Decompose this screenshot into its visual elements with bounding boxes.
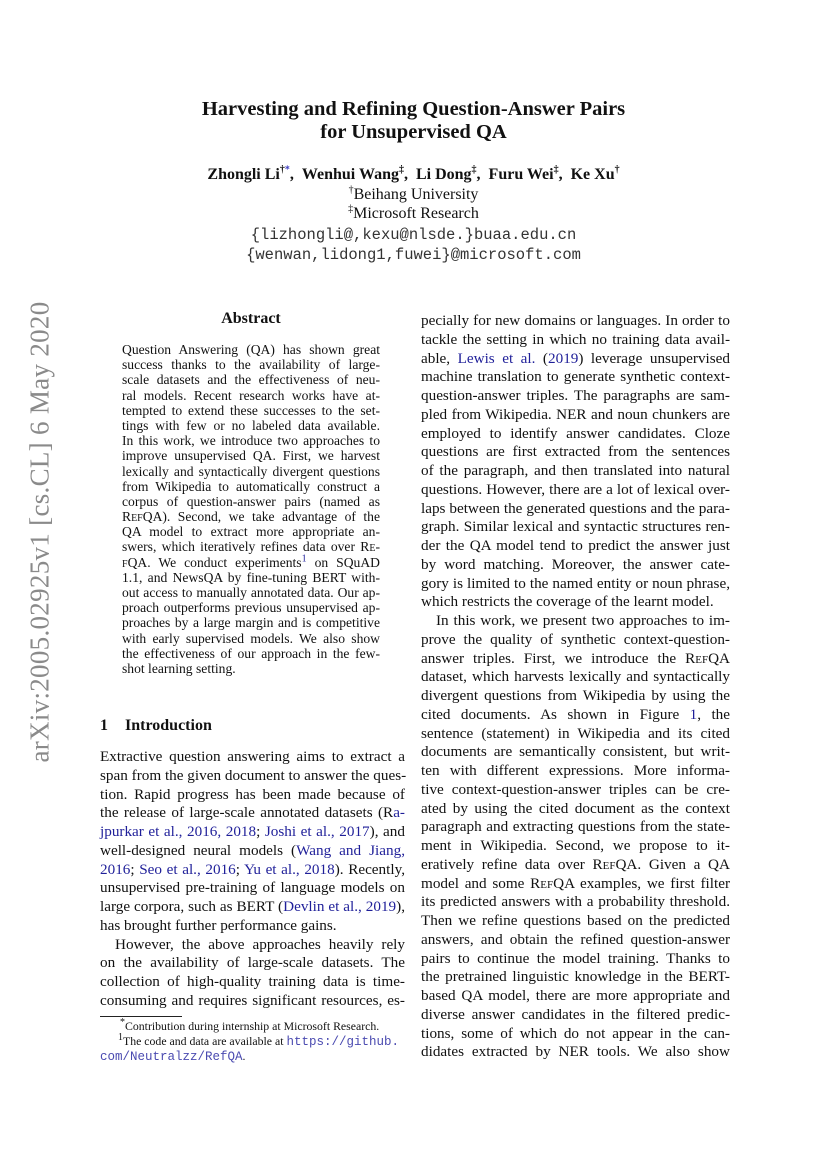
section-title: Introduction <box>125 717 212 734</box>
author-mark: ‡ <box>553 164 559 176</box>
title-line-2: for Unsupervised QA <box>320 121 507 143</box>
text-line: pled from Wikipedia. NER and noun chunkers are <box>421 405 730 423</box>
text-line: 2016; Seo et al., 2016; Yu et al., 2018). Recently, <box>100 860 405 878</box>
text-line: well-designed neural models (Wang and Jiang, <box>100 841 405 859</box>
text-line: tion. Rapid progress has been made because of <box>100 785 405 803</box>
text-line: model and some RefQA examples, we first filter <box>421 874 730 892</box>
text-line: has brought further performance gains. <box>100 916 337 934</box>
author-note-mark[interactable]: * <box>284 164 290 176</box>
text-line: 1.1, and NewsQA by fine-tuning BERT with- <box>122 569 380 585</box>
text-line: gory is limited to the named entity or noun phrase, <box>421 574 730 592</box>
footnote-url[interactable]: https://github. <box>286 1034 399 1049</box>
author-mark: ‡ <box>471 164 477 176</box>
text-line: graph. Similar lexical and syntactic structures ren- <box>421 518 730 536</box>
author-name: Li Dong <box>415 166 472 183</box>
text-line: based QA model, there are more appropriate and <box>421 987 730 1004</box>
citation-link[interactable]: (Ra- <box>378 804 405 822</box>
text-line: success thanks to the availability of large- <box>122 357 380 373</box>
text-line: However, the above approaches heavily rely <box>115 935 405 953</box>
text-line: able, Lewis et al. (2019) leverage unsupervised <box>421 349 730 367</box>
text-line: unsupervised pre-training of language models on <box>100 879 405 897</box>
text-line: scale datasets and the effectiveness of neu- <box>122 372 380 388</box>
text-line: large corpora, such as BERT (Devlin et al., 2019), <box>100 898 405 915</box>
text-line: employed to identify answer candidates. Cloze <box>421 424 730 442</box>
citation-link[interactable]: Wang and Jiang, <box>296 841 405 859</box>
text-line: QA model to extract more appropriate an- <box>122 524 380 540</box>
text-line: swers, which iteratively refines data over Re- <box>122 539 380 555</box>
author-list: Zhongli Li†*, Wenhui Wang‡, Li Dong‡, Furu Wei‡, Ke Xu† <box>207 164 620 183</box>
text-line: which restricts the coverage of the learnt model. <box>421 593 714 611</box>
left-column-text <box>100 748 405 1011</box>
text-line: ten with different expressions. More informa- <box>421 762 730 779</box>
text-line: didates extracted by NER tools. We also show <box>421 1043 730 1061</box>
text-line: Extractive question answering aims to extract a <box>100 748 405 765</box>
text-line: laps between the generated questions and the para- <box>421 499 730 517</box>
text-line: machine translation to generate synthetic context- <box>421 368 730 386</box>
author-name: Furu Wei <box>488 166 554 183</box>
text-line: In this work, we present two approaches to im- <box>436 612 730 629</box>
author-mark: † <box>614 164 620 176</box>
text-line: dataset, which harvests lexically and syntactically <box>421 668 730 686</box>
text-line: ral models. Recent research works have at- <box>122 387 380 403</box>
text-line: Question Answering (QA) has shown great <box>122 342 380 357</box>
footnote-url-cont[interactable]: com/Neutralzz/RefQA <box>100 1050 243 1064</box>
text-line: Then we refine questions based on the predicted <box>421 912 730 929</box>
section-number: 1 <box>100 717 108 734</box>
citation-link[interactable]: Yu et al., 2018 <box>244 860 335 878</box>
footnote-mark: 1 <box>118 1031 123 1043</box>
affiliation-1 <box>0 186 827 204</box>
text-line: questions are first extracted from the sentences <box>421 443 730 461</box>
author-name: Wenhui Wang <box>301 166 399 183</box>
section-heading <box>100 717 212 735</box>
text-line: jpurkar et al., 2016, 2018; Joshi et al., 2017), and <box>100 823 405 840</box>
text-line: sentence (statement) in Wikipedia and its cited <box>421 724 730 742</box>
text-line: tempted to extend these successes to the set- <box>122 402 380 418</box>
arxiv-side-label: arXiv:2005.02925v1 [cs.CL] 6 May 2020 <box>24 301 55 763</box>
affiliation-mark: † <box>348 184 354 196</box>
footnote-text: The code and data are available at <box>123 1033 287 1048</box>
footnote-mark: * <box>120 1017 125 1029</box>
footnote-text: Contribution during internship at Microsoft Research. <box>125 1019 380 1033</box>
abstract-body <box>122 342 380 676</box>
text-line: tions, some of which do not appear in the can- <box>421 1024 730 1042</box>
footnote-1 <box>100 1031 410 1065</box>
author-name: Zhongli Li <box>207 166 280 183</box>
text-line: diverse answer candidates in the filtered predic- <box>421 1005 730 1023</box>
text-line: der the QA model tend to predict the answer just <box>421 537 730 554</box>
text-line: question-answer triples. The paragraphs are sam- <box>421 387 730 404</box>
text-line: improve unsupervised QA. First, we harvest <box>122 448 380 464</box>
paper-title <box>0 98 827 144</box>
author <box>571 166 620 183</box>
author <box>302 166 404 183</box>
text-line: ated by using the cited document as the context <box>421 799 730 817</box>
citation-link[interactable]: Devlin et al., 2019 <box>283 898 397 915</box>
footnotes <box>100 1019 410 1065</box>
text-line: pairs to continue the model training. Thanks to <box>421 949 730 967</box>
text-line: answers, and obtain the refined question-answer <box>421 930 730 948</box>
text-line: lexically and syntactically divergent questions <box>122 463 380 479</box>
text-line: tive context-question-answer triples can be cre- <box>421 780 730 798</box>
text-line: corpus of question-answer pairs (named as <box>122 493 380 509</box>
text-line: the effectiveness of our approach in the few- <box>122 645 380 661</box>
text-line: the pretrained linguistic knowledge in the BERT- <box>421 968 730 986</box>
citation-link[interactable]: Joshi et al., 2017 <box>264 823 370 840</box>
affiliation-name: Beihang University <box>353 186 479 203</box>
author-mark: ‡ <box>398 164 404 176</box>
text-line: tackle the setting in which no training data avail- <box>421 330 730 348</box>
text-line: fQA. We conduct experiments$^1$ on SQuAD <box>122 553 380 570</box>
text-line: questions. However, there are a lot of lexical over- <box>421 480 730 498</box>
text-line: the release of large-scale annotated datasets (Ra- <box>100 804 405 822</box>
text-line: tings with few or no labeled data available. <box>122 417 380 433</box>
citation-link[interactable]: Seo et al., 2016 <box>139 860 236 878</box>
text-line: prove the quality of synthetic context-question- <box>421 630 730 648</box>
author <box>489 166 559 183</box>
text-line: of the paragraph, and then translated into natural <box>421 462 730 479</box>
text-line: span from the given document to answer the ques- <box>100 766 407 784</box>
text-line: with early supervised models. We also show <box>122 630 380 646</box>
footnote-rule <box>100 1016 182 1017</box>
text-line: from Wikipedia to automatically construct a <box>122 478 380 494</box>
text-line: answer triples. First, we introduce the RefQA <box>421 649 730 667</box>
footnote-star <box>100 1019 410 1034</box>
text-line: proach outperforms previous unsupervised ap- <box>122 600 380 616</box>
text-line: ment in Wikipedia. Second, we propose to it- <box>421 837 730 854</box>
author <box>207 166 289 183</box>
text-line: collection of high-quality training data is time- <box>100 973 405 990</box>
abstract-heading: Abstract <box>221 310 281 327</box>
text-line: In this work, we introduce two approaches to <box>122 433 380 449</box>
author <box>416 166 477 183</box>
text-line: on the availability of large-scale datasets. The <box>100 954 405 972</box>
email-line-1: {lizhongli@,kexu@nlsde.}buaa.edu.cn <box>250 226 577 244</box>
text-line: out access to manually annotated data. Our ap- <box>122 585 380 600</box>
right-column-text <box>421 312 730 1062</box>
footnote-period: . <box>242 1049 246 1063</box>
text-line: RefQA). Second, we take advantage of the <box>122 509 380 525</box>
citation-link[interactable]: Lewis et al. <box>457 349 536 367</box>
text-line: by word matching. Moreover, the answer cate- <box>421 555 730 573</box>
text-line: documents are semantically consistent, but writ- <box>421 743 730 761</box>
affiliation-2 <box>0 205 827 223</box>
text-line: cited documents. As shown in Figure 1, the <box>421 705 730 723</box>
text-line: its predicted answers with a probability threshold. <box>421 893 730 911</box>
author-mark: † <box>279 164 285 176</box>
text-line: paragraph and extracting questions from the state- <box>421 818 730 836</box>
text-line: proaches by a large margin and is competitive <box>122 615 380 631</box>
text-line: divergent questions from Wikipedia by using the <box>421 687 730 704</box>
citation-link[interactable]: jpurkar et al., 2016, 2018 <box>100 823 257 840</box>
text-line: eratively refine data over RefQA. Given a QA <box>421 855 730 873</box>
text-line: shot learning setting. <box>122 660 236 676</box>
title-line-1: Harvesting and Refining Question-Answer Pairs <box>201 98 626 120</box>
text-line: consuming and requires significant resources, es- <box>100 991 405 1009</box>
author-name: Ke Xu <box>570 166 615 183</box>
email-line-2: {wenwan,lidong1,fuwei}@microsoft.com <box>246 246 581 264</box>
text-line: pecially for new domains or languages. In order to <box>421 312 730 329</box>
affiliation-name: Microsoft Research <box>353 205 479 222</box>
affiliation-mark: ‡ <box>348 203 354 215</box>
